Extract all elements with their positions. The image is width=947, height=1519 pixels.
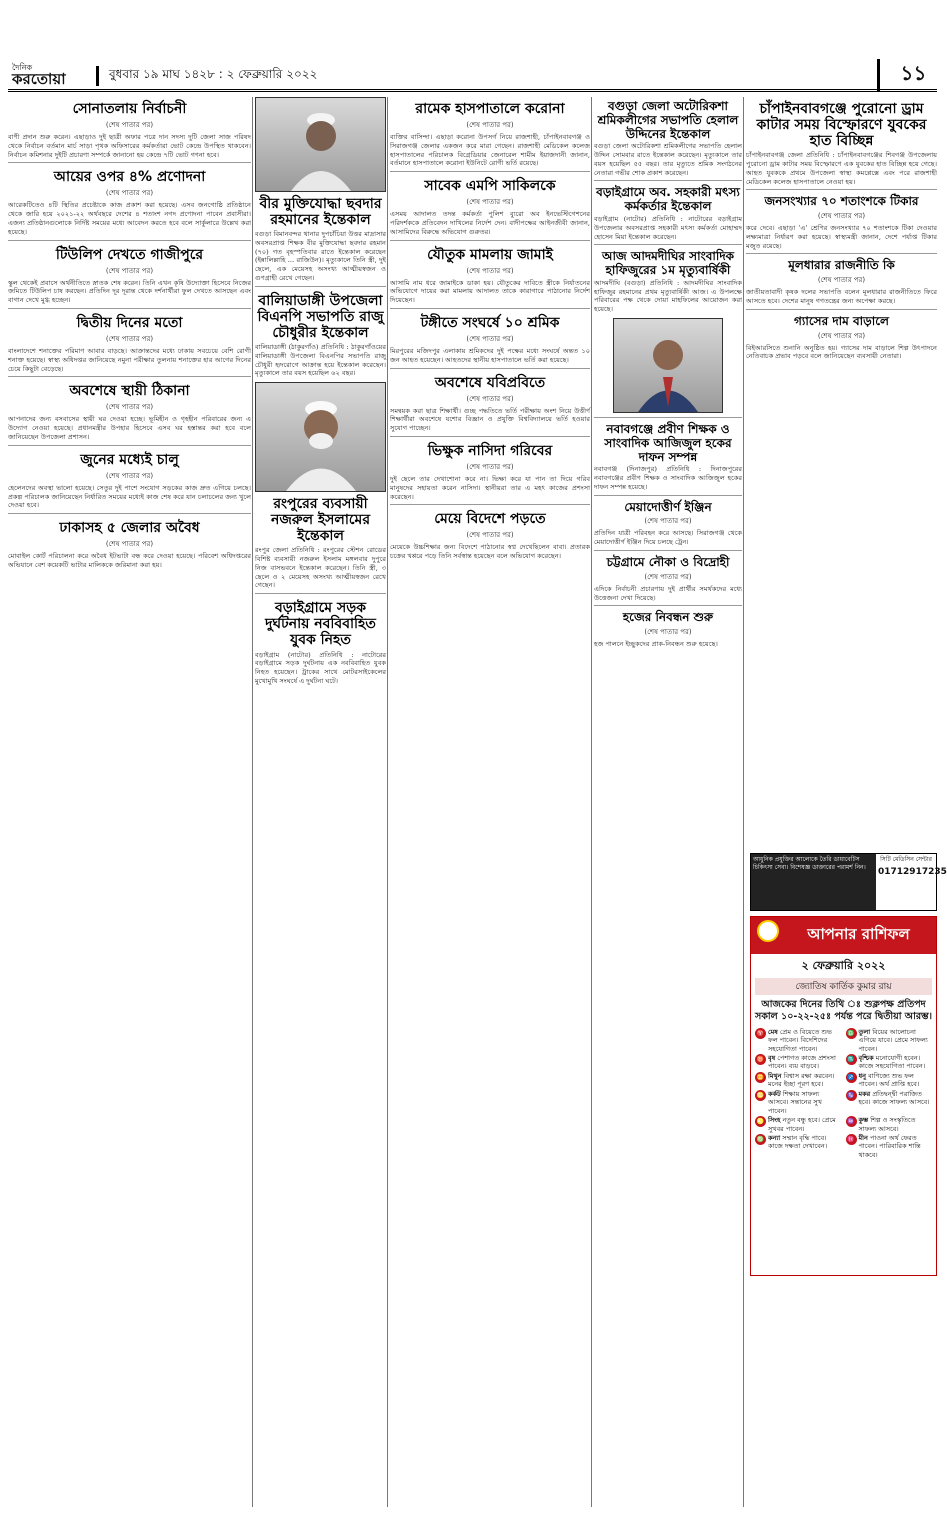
article-body: এদিকে নির্বাচনী প্রচারণায় দুই প্রার্থীর সমর্থকদের মধ্যে উত্তেজনা দেখা দিয়েছে।: [594, 584, 742, 602]
article-body: হেলেনদের অবস্থা ভালো হয়েছে। সেতুর দুই পাশে সংযোগ সড়কের কাজ দ্রুত এগিয়ে চলছে। প্রকল্প পরিচালক জানিয়েছেন নির্ধারিত সময়ের মধ্যেই কাজ শেষ করে যান চলাচলের জন্য খুলে দেওয়া হবে।: [8, 483, 251, 510]
masthead-logo: [8, 64, 96, 87]
zodiac-text: শিল্প ও সংস্কৃতিতে সাফল্য আসবে।: [858, 1116, 916, 1133]
continuation-note: (শেষ পাতার পর): [105, 189, 154, 198]
continuation-note: (শেষ পাতার পর): [466, 463, 514, 472]
news-article: [8, 240, 251, 305]
person-silhouette-icon: [286, 106, 356, 191]
article-headline: ভিক্ষুক নাসিদা গরিবের: [427, 442, 553, 459]
continuation-note: (শেষ পাতার পর): [105, 471, 154, 480]
masthead-logo-text: করতোয়া: [12, 70, 66, 88]
horoscope-author: জ্যোতিষ কার্তিক কুমার রায়: [755, 978, 932, 995]
article-headline: দ্বিতীয় দিনের মতো: [76, 314, 183, 331]
article-headline: চাঁপাইনবাবগঞ্জে পুরোনো ড্রাম কাটার সময় বিস্ফোরণে যুবকের হাত বিচ্ছিন্ন: [756, 101, 927, 150]
article-body: বাণী প্রদান শুরু করেন। এছাড়াও দুই ছাত্রী অফার পত্রে দান সদস্য দুটি জেলা সাজ পরিষদ থেকে নির্বাচন বর্তমান মার্চ সাড়া পৃথক অফিসারের কর্মকর্তারা ভোট কেন্দ্রে উপস্থিত থাকবেন। নির্বাচন কমিশনার দুইটি প্রচারণা সম্পর্কে জানানো হয় কেন্দ্রে ৭টি ভোট গণনা হবে।: [8, 133, 251, 159]
article-headline: টিউলিপ দেখতে গাজীপুরে: [55, 246, 204, 263]
news-article: [8, 376, 251, 441]
zodiac-text: পেশাগত কাজে প্রশংসা পাবেন। ব্যয় বাড়বে।: [768, 1054, 836, 1071]
news-article: [746, 101, 940, 186]
news-article: [8, 445, 251, 510]
zodiac-sign-entry: [755, 1116, 842, 1133]
zodiac-icon: ♌: [756, 1118, 765, 1126]
article-body: প্রতিদিন যাত্রী পরিবহন করে আসছে। সিরাজগঞ্জ থেকে মেয়াদোত্তীর্ণ ইঞ্জিন দিয়ে চলছে ট্রেন।: [594, 529, 742, 547]
article-headline: বগুড়া জেলা অটোরিকশা শ্রমিকলীগের সভাপতি হেলাল উদ্দিনের ইন্তেকাল: [597, 99, 739, 141]
continuation-note: (শেষ পাতার পর): [105, 266, 154, 275]
zodiac-name: মিথুন: [768, 1071, 782, 1080]
continuation-note: (শেষ পাতার পর): [105, 403, 154, 412]
column-4: [594, 97, 742, 1507]
zodiac-icon: ♏: [847, 1056, 855, 1063]
zodiac-icon: ♍: [756, 1135, 765, 1143]
continuation-note: (শেষ পাতার পর): [817, 212, 866, 221]
ad-phone: 01712917235: [878, 866, 947, 877]
news-article: [390, 308, 590, 365]
zodiac-name: কন্যা: [768, 1133, 781, 1142]
zodiac-icon: ♋: [756, 1091, 765, 1099]
article-body: আসামি নাম ধরে জামাইকে ডাকা হয়। যৌতুকের দাবিতে স্ত্রীকে নির্যাতনের অভিযোগে দায়ের করা মামলায় আদালত তাকে কারাগারে পাঠানোর নির্দেশ দিয়েছেন।: [390, 278, 590, 305]
column-divider: [387, 97, 388, 1507]
zodiac-icon: ♒: [847, 1118, 855, 1126]
news-title: বড়াইগ্রামে সড়ক দুর্ঘটনায় নববিবাহিত যুবক নিহত: [265, 600, 376, 649]
continuation-note: (শেষ পাতার পর): [466, 335, 514, 344]
zodiac-sign-entry: [755, 1090, 842, 1115]
article-body: এসময় আদালত তদন্ত কর্মকর্তা পুলিশ ব্যুরো অব ইনভেস্টিগেশনের পরিদর্শককে প্রতিবেদন দাখিলের নির্দেশ দেন। বাদীপক্ষের আইনজীবী জানান, আসামিদের বিরুদ্ধে অভিযোগ গুরুতর।: [390, 210, 590, 236]
continuation-note: (শেষ পাতার পর): [466, 198, 514, 207]
ad-brand: সিটি মেডিসিন সেন্টার: [880, 856, 932, 863]
obituary-1-body: বগুড়া বিমানবন্দর থানার দুপচাঁচিয়া উত্তর মাদ্রাসার অবসরপ্রাপ্ত শিক্ষক বীর মুক্তিযোদ্ধা ছবদার রহমান (৭০) গত বৃহস্পতিবার রাতে ইন্তেকাল করেছেন (ইন্নালিল্লাহি ... রাজিউন)। মৃত্যুকালে তিনি স্ত্রী, দুই ছেলে, এক মেয়েসহ অসংখ্য আত্মীয়স্বজন ও গুণগ্রাহী রেখে গেছেন।: [255, 230, 386, 283]
zodiac-text: সম্মান বৃদ্ধি পাবে। কাজে দক্ষতা দেখাবেন।: [768, 1133, 828, 1151]
zodiac-signs-grid: [751, 1026, 936, 1162]
zodiac-text: পাওনা অর্থ ফেরত পাবেন। পারিবারিক শান্তি থাকবে।: [858, 1133, 921, 1159]
article-body: দুই ছেলে তার দেখাশোনা করে না। ভিক্ষা করে যা পান তা দিয়ে গরিব মানুষদের সহায়তা করেন নাসিদা। স্থানীয়রা তার এ মহৎ কাজের প্রশংসা করেছেন।: [390, 475, 590, 501]
news-article: [746, 189, 940, 250]
article-headline: নবাবগঞ্জে প্রবীণ শিক্ষক ও সাংবাদিক আজিজুল হকের দাফন সম্পন্ন: [604, 422, 732, 464]
article-headline: সোনাতলায় নির্বাচনী: [72, 101, 187, 117]
person-silhouette-icon: [281, 391, 361, 491]
article-headline: আয়ের ওপর ৪% প্রণোদনা: [53, 169, 206, 186]
article-body: মেয়েকে উচ্চশিক্ষার জন্য বিদেশে পাঠানোর স্বপ্ন দেখেছিলেন বাবা। প্রতারক চক্রের খপ্পরে পড়ে তিনি সর্বস্বান্ত হয়েছেন বলে অভিযোগ করেছেন।: [390, 543, 590, 561]
zodiac-sign-entry: [755, 1054, 842, 1071]
news-article: [594, 100, 742, 177]
continuation-note: (শেষ পাতার পর): [817, 331, 866, 340]
continuation-note: (শেষ পাতার পর): [466, 394, 514, 403]
news-article: [8, 513, 251, 570]
zodiac-sign-entry: [846, 1090, 933, 1115]
zodiac-icon: ♈: [756, 1029, 765, 1037]
article-headline: অবশেষে যবিপ্রবিতে: [434, 374, 546, 391]
zodiac-text: বিয়ের আলোচনা এগিয়ে যাবে। প্রেমে সাফল্য পাবেন।: [858, 1027, 928, 1053]
zodiac-name: মকর: [858, 1089, 871, 1098]
article-body: জাতীয়তাবাদী কৃষক দলের সভাপতি বলেন মূলধারার রাজনীতিতে ফিরে আসতে হবে। দেশের মানুষ গণতন্ত্রের জন্য অপেক্ষা করছে।: [746, 288, 940, 305]
article-headline: মেয়ে বিদেশে পড়তে: [434, 511, 546, 528]
news-article: [594, 495, 742, 547]
zodiac-sign-entry: [846, 1072, 933, 1089]
article-body: মিরপুরের মজিদপুর এলাকায় শ্রমিকদের দুই পক্ষের মধ্যে সংঘর্ষে অন্তত ১০ জন আহত হয়েছেন। আহতদের স্থানীয় হাসপাতালে ভর্তি করা হয়েছে।: [390, 347, 590, 364]
zodiac-sign-entry: [846, 1134, 933, 1159]
news-article: [8, 162, 251, 236]
zodiac-icon: ♑: [847, 1091, 855, 1099]
column-divider: [591, 97, 592, 1507]
article-body: আরেকটিতেও ৪টি স্থিতির প্রচেষ্টাকে কাজ প্রকাশ করা হয়েছে। এসব জনগোষ্ঠি প্রতিষ্ঠানে থেকে জারি হয়ে ২০২১-২২ অর্থবছরে দেশের ৪ শতাংশ নগদ প্রণোদনা পাবেন প্রবাসীরা। এজন্য প্রতিষ্ঠানগুলোকে নির্দিষ্ট সময়ের মধ্যে আবেদন করতে হবে বলে সার্কুলারে উল্লেখ করা হয়েছে।: [8, 201, 251, 236]
article-body: নবাবগঞ্জ (দিনাজপুর) প্রতিনিধি : দিনাজপুরের নবাবগঞ্জের প্রবীণ শিক্ষক ও সাংবাদিক আজিজুল হকের দাফন সম্পন্ন হয়েছে।: [594, 465, 742, 491]
news-article: [594, 180, 742, 241]
news-article: [8, 101, 251, 159]
news-body: বালিয়াডাঙ্গী (ঠাকুরগাঁও) প্রতিনিধি : ঠাকুরগাঁওয়ের বালিয়াডাঙ্গী উপজেলা বিএনপির সভাপতি রাজু চৌধুরী হৃদরোগে আক্রান্ত হয়ে ইন্তেকাল করেছেন। মৃত্যুকালে তার বয়স হয়েছিল ৬২ বছর।: [255, 343, 386, 378]
page-number: ১১: [877, 59, 937, 92]
news-article: [390, 240, 590, 305]
continuation-note: (শেষ পাতার পর): [105, 540, 154, 549]
article-headline: জনসংখ্যার ৭০ শতাংশকে টিকার: [764, 194, 919, 209]
column-2: [255, 97, 386, 1507]
obituary-photo-1: [255, 97, 386, 192]
column-divider: [252, 97, 253, 1507]
zodiac-name: কুম্ভ: [858, 1116, 869, 1125]
zodiac-sign-entry: [755, 1028, 842, 1053]
obituary-2-title: রংপুরের ব্যবসায়ী নজরুল ইসলামের ইন্তেকাল: [270, 496, 371, 545]
zodiac-name: কর্কট: [768, 1089, 781, 1098]
zodiac-name: মেষ: [768, 1027, 778, 1036]
article-body: বাংলাদেশে শনাক্তের পরিমাণ আবার বাড়ছে। আক্রান্তদের মধ্যে ঢাকায় সবচেয়ে বেশি রোগী শনাক্ত হয়েছে। স্বাস্থ্য অধিদপ্তর জানিয়েছে নমুনা পরীক্ষার তুলনায় শনাক্তের হার আগের দিনের চেয়ে কিছুটা বেড়েছে।: [8, 347, 251, 373]
zodiac-name: বৃশ্চিক: [858, 1054, 874, 1062]
obituary-1-title: বীর মুক্তিযোদ্ধা ছবদার রহমানের ইন্তেকাল: [259, 196, 382, 229]
zodiac-icon: ♊: [756, 1073, 765, 1081]
article-headline: চট্টগ্রামে নৌকা ও বিদ্রোহী: [606, 555, 730, 570]
zodiac-name: ধনু: [858, 1071, 867, 1080]
article-headline: ঢাকাসহ ৫ জেলার অবৈধ: [59, 520, 200, 537]
zodiac-name: বৃষ: [768, 1054, 776, 1062]
zodiac-icon: ♎: [847, 1029, 855, 1037]
zodiac-icon: ♉: [756, 1056, 765, 1063]
masthead-logo-top: দৈনিক: [12, 63, 33, 72]
article-headline: হজের নিবন্ধন শুরু: [622, 610, 714, 625]
horoscope-date: ২ ফেব্রুয়ারি ২০২২: [801, 959, 886, 972]
article-headline: সাবেক এমপি সাকিলকে: [424, 178, 556, 195]
article-headline: গ্যাসের দাম বাড়ালে: [794, 313, 889, 328]
zodiac-icon: ♓: [847, 1135, 855, 1143]
article-headline: মেয়াদোত্তীর্ণ ইঞ্জিন: [624, 499, 712, 514]
column-1: [8, 97, 251, 1507]
article-headline: মূলধারার রাজনীতি কি: [788, 258, 895, 273]
news-article: [390, 171, 590, 236]
zodiac-text: শিক্ষায় সাফল্য আসবে। সন্তানের সুখ পাবেন।: [768, 1089, 822, 1115]
horoscope-title: আপনার রাশিফল: [807, 925, 910, 943]
article-body: ব্যক্তির বাসিন্দা। এছাড়া করোনা উপসর্গ নিয়ে রাজশাহী, চাঁপাইনবাবগঞ্জ ও সিরাজগঞ্জ জেলার একজন করে মারা গেছেন। রাজশাহী মেডিকেল কলেজ হাসপাতালের পরিচালক বিগ্রেডিয়ার জেনারেল শামীম ইয়াজদানী জানান, বর্তমানে হাসপাতালে করোনা ইউনিটে রোগী ভর্তি রয়েছে।: [390, 133, 590, 168]
zodiac-text: বিশ্বাস রক্ষা করবেন। মনের ইচ্ছা পূরণ হবে।: [768, 1071, 835, 1089]
zodiac-name: সিংহ: [768, 1116, 781, 1125]
horoscope-banner: [751, 917, 936, 954]
medicine-advertisement: [750, 853, 947, 911]
zodiac-sign-entry: [846, 1028, 933, 1053]
tithi-info: আজকের দিনের তিথি ঃ শুক্লপক্ষ প্রতিপদ সকাল ১০-২২-২৫ঃ পর্যন্ত পরে দ্বিতীয়া আরম্ভ।: [754, 999, 932, 1023]
article-body: বগুড়া জেলা অটোরিকশা শ্রমিকলীগের সভাপতি হেলাল উদ্দিন সোমবার রাতে ইন্তেকাল করেছেন। মৃত্যুকালে তার বয়স হয়েছিল ৫৫ বছর। তার মৃত্যুতে শ্রমিক সংগঠনের নেতারা গভীর শোক প্রকাশ করেছেন।: [594, 142, 742, 177]
zodiac-sign-entry: [755, 1134, 842, 1159]
article-headline: অবশেষে স্থায়ী ঠিকানা: [69, 383, 190, 400]
article-headline: বড়াইগ্রামে অব. সহকারী মৎস্য কর্মকর্তার ইন্তেকাল: [596, 185, 740, 214]
zodiac-name: তুলা: [858, 1027, 871, 1036]
zodiac-sign-entry: [846, 1116, 933, 1133]
article-headline: যৌতুক মামলায় জামাই: [427, 246, 553, 263]
article-body: চাঁপাইনবাবগঞ্জ জেলা প্রতিনিধি : চাঁপাইনবাবগঞ্জের শিবগঞ্জ উপজেলায় পুরোনো ড্রাম কাটার সময় বিস্ফোরণে এক যুবকের হাত বিচ্ছিন্ন হয়ে গেছে। আহত যুবককে প্রথমে উপজেলা স্বাস্থ্য কমপ্লেক্সে এবং পরে রাজশাহী মেডিকেল কলেজ হাসপাতালে নেওয়া হয়।: [746, 151, 940, 186]
obituary-photo-3: [613, 318, 723, 413]
article-headline: আজ আদমদীঘির সাংবাদিক হাফিজুরের ১ম মৃত্যুবার্ষিকী: [601, 249, 735, 278]
continuation-note: (শেষ পাতার পর): [466, 266, 514, 275]
article-headline: রামেক হাসপাতালে করোনা: [415, 101, 565, 117]
zodiac-icon: ♐: [847, 1073, 855, 1081]
column-3: [390, 97, 590, 1507]
article-body: বিইআরসিতে শুনানি অনুষ্ঠিত হয়। গ্যাসের দাম বাড়ালে শিল্প উৎপাদনে নেতিবাচক প্রভাব পড়বে বলে জানিয়েছেন ব্যবসায়ী নেতারা।: [746, 343, 940, 361]
continuation-note: (শেষ পাতার পর): [466, 121, 514, 130]
zodiac-text: বাণিজ্যে শুভ ফল পাবেন। অর্থ প্রাপ্তি হবে।: [858, 1071, 920, 1089]
column-divider: [743, 97, 744, 1507]
news-article: [594, 417, 742, 492]
news-article: [8, 308, 251, 373]
news-title: বালিয়াডাঙ্গী উপজেলা বিএনপি সভাপতি রাজু চৌধুরীর ইন্তেকাল: [257, 292, 384, 341]
continuation-note: (শেষ পাতার পর): [105, 335, 154, 344]
news-article: [390, 504, 590, 561]
news-article: [746, 253, 940, 305]
news-article: [594, 605, 742, 649]
horoscope-section: [750, 916, 937, 1276]
dateline: বুধবার ১৯ মাঘ ১৪২৮ : ২ ফেব্রুয়ারি ২০২২: [96, 66, 877, 86]
zodiac-text: প্রতিদ্বন্দ্বী পরাজিত হবে। কাজে সাফল্য আসবে।: [858, 1089, 930, 1107]
continuation-note: (শেষ পাতার পর): [644, 628, 692, 637]
article-body: আদমদীঘি (বগুড়া) প্রতিনিধি : আদমদীঘির সাংবাদিক হাফিজুর রহমানের প্রথম মৃত্যুবার্ষিকী আজ। এ উপলক্ষে পরিবারের পক্ষ থেকে দোয়া মাহফিলের আয়োজন করা হয়েছে।: [594, 278, 742, 314]
continuation-note: (শেষ পাতার পর): [817, 276, 866, 285]
continuation-note: (শেষ পাতার পর): [105, 121, 154, 130]
continuation-note: (শেষ পাতার পর): [644, 572, 692, 581]
continuation-note: (শেষ পাতার পর): [466, 531, 514, 540]
article-body: হজ পালনে ইচ্ছুকদের প্রাক-নিবন্ধন শুরু হয়েছে।: [594, 640, 718, 649]
article-headline: টঙ্গীতে সংঘর্ষে ১০ শ্রমিক: [420, 314, 560, 331]
continuation-note: (শেষ পাতার পর): [644, 517, 692, 526]
zodiac-sign-entry: [755, 1072, 842, 1089]
news-article: [390, 368, 590, 433]
zodiac-sign-entry: [846, 1054, 933, 1071]
zodiac-wheel-icon: [757, 920, 779, 942]
article-body: সমন্বয়ক করা ছাত্র শিক্ষার্থী। গুচ্ছ পদ্ধতিতে ভর্তি পরীক্ষায় অংশ নিয়ে উত্তীর্ণ শিক্ষার্থীরা অবশেষে যশোর বিজ্ঞান ও প্রযুক্তি বিশ্ববিদ্যালয়ে ভর্তি হওয়ার সুযোগ পাচ্ছেন।: [390, 406, 590, 433]
column-5: [746, 97, 940, 839]
news-article: [594, 550, 742, 602]
news-article: [390, 101, 590, 168]
news-article: [746, 309, 940, 361]
zodiac-text: প্রেম ও বিয়েতে শুভ ফল পাবেন। বিদেশিদের সহযোগিতা পাবেন।: [768, 1027, 832, 1053]
page-header: [8, 62, 937, 92]
news-body: বড়াইগ্রাম (নাটোর) প্রতিনিধি : নাটোরের বড়াইগ্রামে সড়ক দুর্ঘটনায় এক নববিবাহিত যুবক নিহত হয়েছেন। ট্রাকের সাথে মোটরসাইকেলের মুখোমুখি সংঘর্ষে এ দুর্ঘটনা ঘটে।: [255, 650, 386, 685]
article-body: আপনাদের জন্য বসবাসের স্থায়ী ঘর দেওয়া হচ্ছে। ভূমিহীন ও গৃহহীন পরিবারের জন্য এ উদ্যোগ নেওয়া হয়েছে। প্রধানমন্ত্রীর উপহার হিসেবে এসব ঘর হস্তান্তর করা হবে বলে জানিয়েছেন উপজেলা প্রশাসন।: [8, 415, 251, 441]
obituary-2-body: রংপুর জেলা প্রতিনিধি : রংপুরের স্টেশন রোডের বিশিষ্ট ব্যবসায়ী নজরুল ইসলাম মঙ্গলবার দুপুরে নিজ বাসভবনে ইন্তেকাল করেছেন। তিনি স্ত্রী, ৩ ছেলে ও ২ মেয়েসহ অসংখ্য আত্মীয়স্বজন রেখে গেছেন।: [255, 546, 386, 590]
news-article: [594, 244, 742, 314]
zodiac-text: নতুন বন্ধু হবে। প্রেমে সুখবর পাবেন।: [768, 1116, 836, 1133]
article-body: বড়াইগ্রাম (নাটোর) প্রতিনিধি : নাটোরের বড়াইগ্রাম উপজেলার অবসরপ্রাপ্ত সহকারী মৎস্য কর্মকর্তা মোহাম্মদ হোসেন মিয়া ইন্তেকাল করেছেন।: [594, 215, 742, 241]
article-body: করে দেবে। এছাড়া ‘এ’ শ্রেণির জনসংখ্যার ৭০ শতাংশকে টিকা দেওয়ার লক্ষ্যমাত্রা নির্ধারণ করা হয়েছে। স্বাস্থ্যমন্ত্রী জানান, দেশে পর্যাপ্ত টিকার মজুত রয়েছে।: [746, 224, 940, 250]
article-body: স্কুল থেকেই প্রবাসে অর্থনীতিতে স্নাতক শেষ করেন। তিনি এখন কৃষি উদ্যোক্তা হিসেবে নিজের জমিতে টিউলিপ চাষ করছেন। প্রতিদিন দূর দূরান্ত থেকে দর্শনার্থীরা ফুল দেখতে আসছেন এবং বাগান দেখে মুগ্ধ হচ্ছেন।: [8, 278, 251, 305]
article-body: মোবাইল কোর্ট পরিচালনা করে অবৈধ ইটভাটা বন্ধ করে দেওয়া হয়েছে। পরিবেশ অধিদপ্তরের অভিযানে বেশ কয়েকটি ভাটার মালিককে জরিমানা করা হয়।: [8, 552, 251, 569]
person-silhouette-icon: [633, 327, 703, 412]
ad-text: আধুনিক প্রযুক্তির আলোকে তৈরি ডায়াবেটিস চিকিৎসা সেবা। বিশেষজ্ঞ ডাক্তারের পরামর্শ নিন।: [751, 854, 876, 910]
zodiac-name: মীন: [858, 1133, 868, 1142]
article-headline: জুনের মধ্যেই চালু: [80, 451, 179, 468]
news-article: [390, 436, 590, 501]
obituary-photo-2: [255, 382, 386, 492]
zodiac-text: মনোযোগী হবেন। কাজে সহযোগিতা পাবেন।: [858, 1054, 926, 1071]
